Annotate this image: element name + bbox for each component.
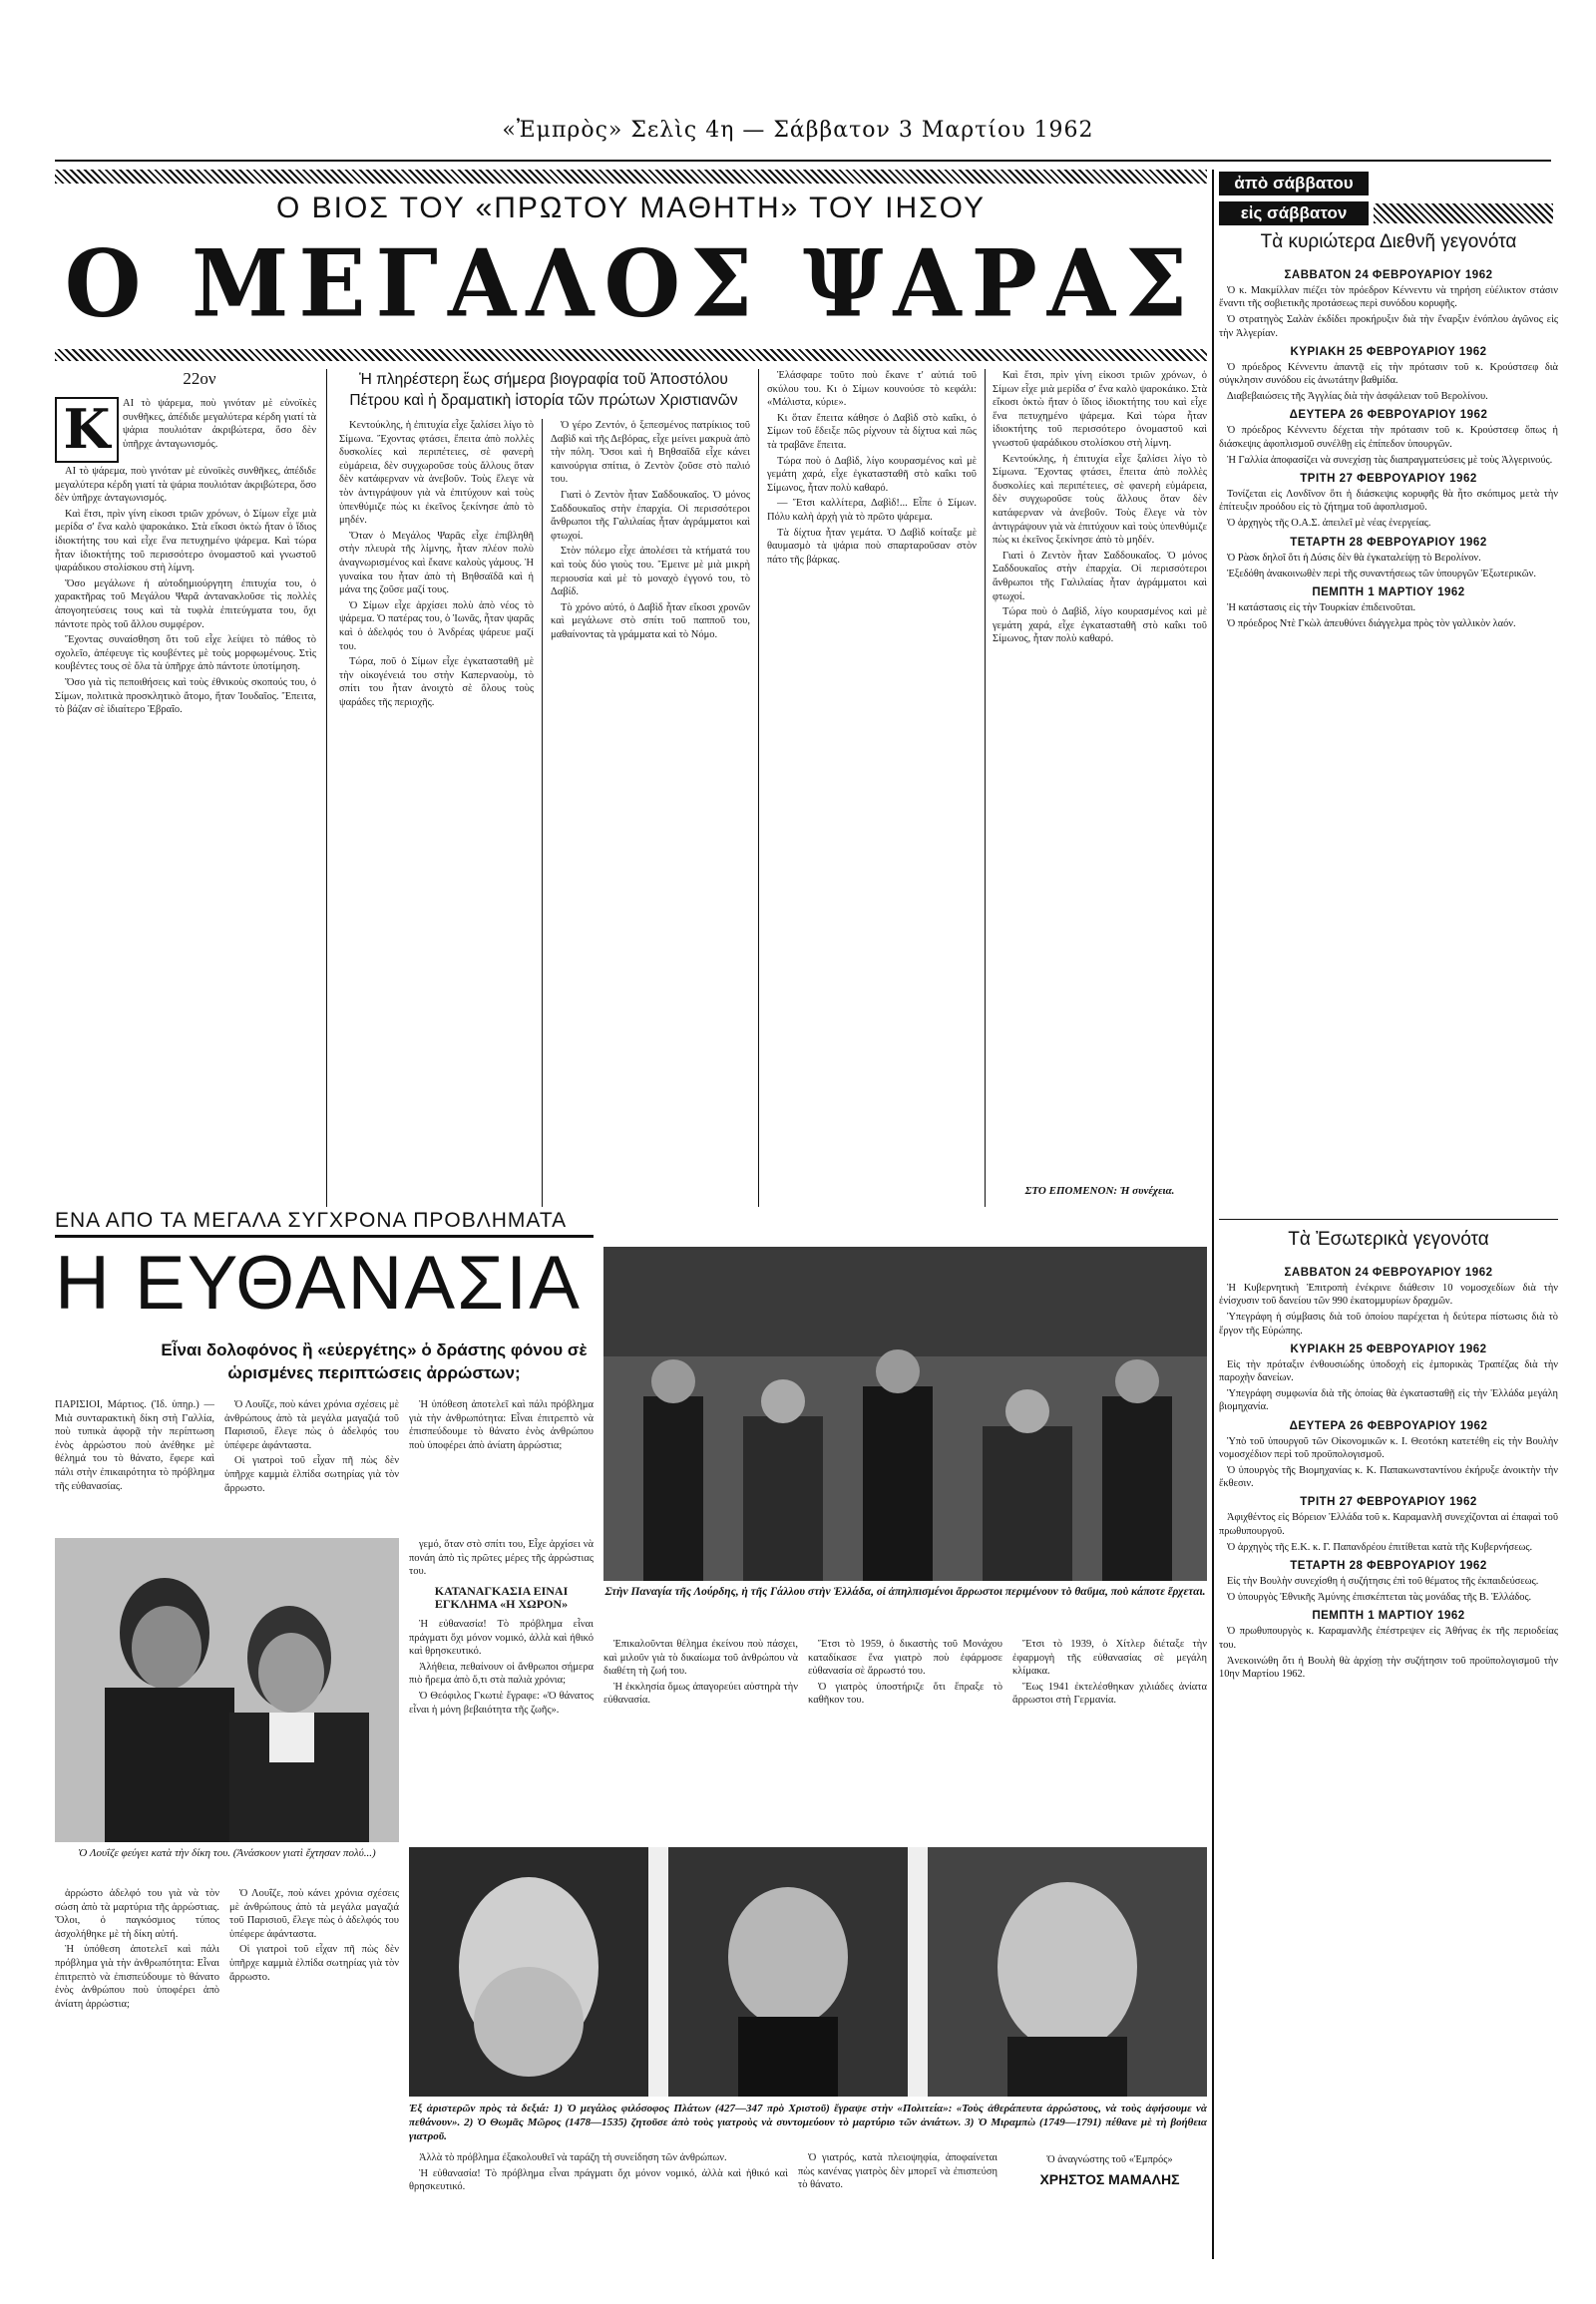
sidebar-domestic-title: Τὰ Ἐσωτερικὰ γεγονότα — [1288, 1229, 1489, 1250]
continued-note: ΣΤΟ ΕΠΟΜΕΝΟΝ: Ἡ συνέχεια. — [1024, 1185, 1175, 1197]
intl-item: Ὁ κ. Μακμίλλαν πιέζει τὸν πρόεδρον Κέννεντυ νὰ τηρήση εὐέλικτον στάσιν ἔναντι τῆς σοβιετικῆς προτάσεως περὶ συνόδου κορυφῆς. — [1219, 285, 1558, 310]
article-headline: Ο ΜΕΓΑΛΟΣ ΨΑΡΑΣ — [64, 228, 1198, 338]
paragraph: Κεντούκλης, ἡ ἐπιτυχία εἶχε ξαλίσει λίγο τὸ Σίμωνα. Ἔχοντας φτάσει, ἔπειτα ἀπὸ πολλὲς δυσκολίες καὶ περιπέτειες, σὲ φανερὴ εὐμάρεια, δὲν συγχωροῦσε τοὺς ἄλλους ὅταν δὲν κατάφερναν νὰ ἀνεβοῦν. Τοὺς ἔλεγε νὰ τὸν ἀντιγράψουν γιὰ νὰ ἐπιτύχουν καὶ τοὺς ὑπενθύμιζε πὼς κι ἐκεῖνος ξεκίνησε ἀπὸ τὸ μηδέν. — [339, 420, 534, 527]
paragraph: Καὶ ἔτσι, πρὶν γίνη εἰκοσι τριῶν χρόνων, ὁ Σίμων εἶχε μιὰ μερίδα σ' ἕνα καλὸ ψαροκάικο. Στὰ εἴκοσι ὀκτὼ ἤταν ὁ ἴδιος ἰδιοκτήτης του καὶ εἶχε ἕνα πετυχημένο ψάρεμα. Καὶ τώρα ἦταν ἰδιοκτήτης τοῦ περισσότερο ὀνομαστοῦ καὶ γνωστοῦ ψαράδικου στολίσκου στὴ λίμνη. — [55, 508, 316, 575]
column-rule — [326, 369, 327, 1207]
lourdes-photo-caption: Στὴν Παναγία τῆς Λούρδης, ἡ τῆς Γάλλου στὴν Ἑλλάδα, οἱ ἀπηλπισμένοι ἄρρωστοι περιμένουν τὸ θαῦμα, ποὺ κάποτε ἔρχεται. — [604, 1586, 1206, 1598]
domestic-item: Ὑπὸ τοῦ ὑπουργοῦ τῶν Οἰκονομικῶν κ. Ι. Θεοτόκη κατετέθη εἰς τὴν Βουλὴν νομοσχέδιον περὶ τοῦ προϋπολογισμοῦ. — [1219, 1435, 1558, 1460]
intl-day-date: ΠΕΜΠΤΗ 1 ΜΑΡΤΙΟΥ 1962 — [1312, 586, 1465, 599]
column-rule — [758, 369, 759, 1207]
domestic-item: Ὑπεγράφη ἡ σύμβασις διὰ τοῦ ὁποίου παρέχεται ἡ δεύτερα πίστωσις διὰ τὸ ἔργον τῆς Εὐρώπης. — [1219, 1312, 1558, 1337]
intl-item: Ὁ ἀρχηγὸς τῆς Ο.Α.Σ. ἀπειλεῖ μὲ νέας ἐνεργείας. — [1227, 518, 1431, 530]
masthead-rule — [55, 160, 1551, 162]
paragraph: Γιατὶ ὁ Ζεντὸν ἦταν Σαδδουκαῖος. Ὁ μόνος Σαδδουκαῖος στὴν ἐπαρχία. Οἱ περισσότεροι ἄνθρωποι τῆς Γαλιλαίας ἦταν ἀγράμματοι καὶ φτωχοί. — [551, 489, 750, 542]
paragraph: Ἐλάσφαρε τοῦτο ποὺ ἔκανε τ' αὐτιά τοῦ σκύλου του. Κι ὁ Σίμων κουνούσε τὸ κεφάλι: «Μάλιστα, κύριε». — [767, 370, 977, 409]
paragraph: Ὅταν ὁ Μεγάλος Ψαρᾶς εἶχε ἐπιβληθῆ στὴν πλευρὰ τῆς λίμνης, ἦταν πλέον πολὺ ἀναγνωρισμένος καὶ ἔκανε καλοὺς γάμους. Ἡ γυναίκα του ἦταν ἀπὸ τὴ Βηθσαϊδᾶ καὶ ἡ μάνα της ζοῦσε μαζί τους. — [339, 530, 534, 596]
sidebar-flag-2: εἰς σάββατον — [1219, 201, 1369, 225]
article-column-1 — [55, 465, 316, 1203]
intl-item: Ἐξεδόθη ἀνακοινωθὲν περὶ τῆς συναντήσεως τῶν ὑπουργῶν Ἐξωτερικῶν. — [1227, 568, 1536, 579]
article-column-1-top — [123, 397, 316, 461]
paragraph: Ὁ Λουΐζε, ποὺ κάνει χρόνια σχέσεις μὲ ἀνθρώπους ἀπὸ τὰ μεγάλα μαγαζιά τοῦ Παρισιοῦ, ἔλεγε πὼς ὁ ἀδελφός του ὑπέφερε ἀφάνταστα. — [229, 1888, 399, 1940]
paragraph: Καὶ ἔτσι, πρὶν γίνη εἰκοσι τριῶν χρόνων, ὁ Σίμων εἶχε μιὰ μερίδα σ' ἕνα καλὸ ψαροκάικο. Στὰ εἴκοσι ὀκτὼ ἤταν ὁ ἴδιος ἰδιοκτήτης του καὶ εἶχε ἕνα πετυχημένο ψάρεμα. Καὶ τώρα ἦταν ἰδιοκτήτης τοῦ περισσότερο ὀνομαστοῦ καὶ γνωστοῦ ψαράδικου στολίσκου στὴ λίμνη. — [993, 370, 1207, 449]
paragraph: Ὁ Λουΐζε, ποὺ κάνει χρόνια σχέσεις μὲ ἀνθρώπους ἀπὸ τὰ μεγάλα μαγαζιά τοῦ Παρισιοῦ, ἔλεγε πὼς ὁ ἀδελφός του ὑπέφερε ἀφάνταστα. — [224, 1399, 399, 1451]
intl-item: Ὁ πρόεδρος Ντὲ Γκὼλ ἀπευθύνει διάγγελμα πρὸς τὸν γαλλικὸν λαόν. — [1227, 618, 1516, 630]
paragraph: Ἀλήθεια, πεθαίνουν οἱ ἄνθρωποι σήμερα πιὸ ἤρεμα ἀπὸ ὅ,τι στὰ παλιὰ χρόνια; — [409, 1661, 594, 1687]
decorative-border-bottom — [55, 349, 1207, 361]
paragraph: Τώρα, ποῦ ὁ Σίμων εἶχε ἐγκατασταθῆ μὲ τὴν οἰκογένειά του στὴν Καπερναοὺμ, τὸ σπίτι του ἦταν ἀνοιχτὸ σὲ ὅλους τοὺς ψαράδες τῆς περιοχῆς. — [339, 656, 534, 708]
intl-item: Διαβεβαιώσεις τῆς Ἀγγλίας διὰ τὴν ἀσφάλειαν τοῦ Βερολίνου. — [1227, 391, 1488, 403]
dropcap-ornament: Κ — [55, 397, 119, 463]
intl-day-date: ΔΕΥΤΕΡΑ 26 ΦΕΒΡΟΥΑΡΙΟΥ 1962 — [1289, 409, 1488, 422]
paragraph: Ἕως 1941 ἐκτελέσθηκαν χιλιάδες ἀνίατα ἄρρωστοι στὴ Γερμανία. — [1012, 1681, 1207, 1707]
paragraph: Κι ὅταν ἔπειτα κάθησε ὁ Δαβὶδ στὸ καΐκι, ὁ Σίμων τοῦ ἔδειξε πῶς ρίχνουν τὰ δίχτυα καὶ πῶς τὰ τραβᾶνε ἔπειτα. — [767, 412, 977, 451]
euthanasia-col-j — [798, 2151, 998, 2246]
paragraph: ΑΙ τὸ ψάρεμα, ποὺ γινόταν μὲ εὐνοϊκὲς συνθῆκες, ἀπέδιδε μεγαλύτερα κέρδη γιατί τὰ ψάρια πουλιόταν ἀκριβώτερα, ὅσο δὲν ὑπῆρχε ἀνταγωνισμός. — [123, 398, 316, 450]
domestic-day — [1219, 1610, 1558, 1681]
intl-item: Ἡ κατάστασις εἰς τὴν Τουρκίαν ἐπιδεινοῦται. — [1227, 602, 1416, 614]
domestic-day-date: ΤΕΤΑΡΤΗ 28 ΦΕΒΡΟΥΑΡΙΟΥ 1962 — [1290, 1560, 1487, 1573]
euthanasia-kicker: ΕΝΑ ΑΠΟ ΤΑ ΜΕΓΑΛΑ ΣΥΓΧΡΟΝΑ ΠΡΟΒΛΗΜΑΤΑ — [55, 1209, 594, 1238]
paragraph: Ἡ ἐκκλησία ὅμως ἀπαγορεύει αὐστηρὰ τὴν εὐθανασία. — [603, 1681, 798, 1707]
page-masthead: «Ἐμπρὸς» Σελὶς 4η — Σάββατον 3 Μαρτίου 1962 — [502, 118, 1094, 143]
column-rule — [985, 369, 986, 1207]
paragraph: Ἀλλὰ τὸ πρόβλημα ἐξακολουθεῖ νὰ ταράζη τὴ συνείδηση τῶν ἀνθρώπων. — [419, 2152, 727, 2163]
domestic-day — [1219, 1496, 1558, 1554]
paragraph: Ἡ ὑπόθεση ἀποτελεῖ καὶ πάλι πρόβλημα γιὰ τὴν ἀνθρωπότητα: Εἶναι ἐπιτρεπτὸ νὰ ἐπισπεύδουμε τὸ θάνατο ἑνὸς ἀνθρώπου ποὺ ὑποφέρει ἀπὸ ἀνίατη ἀρρώστια; — [55, 1944, 219, 2010]
domestic-item: Ὑπεγράφη συμφωνία διὰ τῆς ὁποίας θὰ ἐγκατασταθῇ εἰς τὴν Ἑλλάδα μεγάλη βιομηχανία. — [1219, 1388, 1558, 1413]
domestic-day-date: ΚΥΡΙΑΚΗ 25 ΦΕΒΡΟΥΑΡΙΟΥ 1962 — [1290, 1343, 1487, 1355]
article-column-3 — [551, 419, 750, 1202]
domestic-item: Εἰς τὴν πρόταξιν ἐνθουσιώδης ὑποδοχὴ εἰς ἐμπορικὰς Τραπέζας διὰ τὴν παροχὴν δανείων. — [1219, 1358, 1558, 1384]
paragraph: Οἱ γιατροὶ τοῦ εἶχαν πῆ πὼς δὲν ὑπῆρχε καμμιὰ ἐλπίδα σωτηρίας γιὰ τὸν ἄρρωστο. — [229, 1944, 399, 1983]
domestic-day-date: ΣΑΒΒΑΤΟΝ 24 ΦΕΒΡΟΥΑΡΙΟΥ 1962 — [1284, 1267, 1493, 1279]
euthanasia-headline: Η ΕΥΘΑΝΑΣΙΑ — [55, 1241, 582, 1326]
euthanasia-article — [55, 1209, 1207, 2256]
paragraph: Ὁ Θεόφιλος Γκωτιὲ ἔγραφε: «Ὁ θάνατος εἶναι ἡ μόνη βεβαιότητα τῆς ζωῆς». — [409, 1690, 594, 1716]
paragraph: Ὅσο μεγάλωνε ἡ αὐτοδημιούργητη ἐπιτυχία του, ὁ χαρακτῆρας τοῦ Μεγάλου Ψαρᾶ ἀντανακλοῦσε τὶς πολλὲς ἀπογοητεύσεις τους καὶ τὰ τυφλὰ ἐπιτεύγματα του, ὄχι πάντοτε πρὸς τοῦ ἄλλου συμφέρον. — [55, 577, 316, 630]
paragraph: Τώρα ποὺ ὁ Δαβὶδ, λίγο κουρασμένος καὶ μὲ γεμάτη χαρά, εἶχε ἐγκατασταθῆ στὸ καΐκι τοῦ Σίμωνος, ἦταν πολὺ καθαρό. — [993, 606, 1207, 645]
philosophers-photo-caption: Ἐξ ἀριστερῶν πρὸς τὰ δεξιά: 1) Ὁ μεγάλος φιλόσοφος Πλάτων (427—347 πρὸ Χριστοῦ) ἔγραψε στὴν «Πολιτεία»: «Τοὺς ἀθεράπευτα ἀρρώστους, νὰ τοὺς ἀφήσουμε νὰ πεθάνουν». 2) Ὁ Θωμᾶς Μῶρος (1478—1535) ζητοῦσε ἀπὸ τοὺς γιατροὺς νὰ συντομεύουν τὸ μαρτύριο τῶν ἀνιάτων. 3) Ὁ Μιραμπὼ (1749—1791) πέθανε μὲ τὴ βοήθεια γιατροῦ. — [409, 2103, 1207, 2142]
author-box — [1012, 2146, 1207, 2246]
euthanasia-subhead: Εἶναι δολοφόνος ἢ «εὐεργέτης» ὁ δράστης φόνου σὲ ὡρισμένες περιπτώσεις ἀρρώστων; — [161, 1341, 588, 1382]
defendant-photo-caption: Ὁ Λουΐζε φεύγει κατὰ τὴν δίκη του. (Ἀνάσκουν γιατὶ ἔχτησαν πολύ...) — [78, 1847, 376, 1859]
domestic-item: Ὁ ὑπουργὸς Ἐθνικῆς Ἀμύνης ἐπισκέπτεται τὰς μονάδας τῆς Β. Ἑλλάδος. — [1227, 1592, 1532, 1604]
domestic-day-date: ΔΕΥΤΕΡΑ 26 ΦΕΒΡΟΥΑΡΙΟΥ 1962 — [1289, 1419, 1488, 1432]
paragraph: ἀρρώστο ἀδελφό του γιὰ νὰ τὸν σώση ἀπὸ τὰ μαρτύρια τῆς ἀρρώστιας. Ὅλοι, ὁ παγκόσμιος τύπος ἀσχολήθηκε μὲ τὴ δίκη αὐτή. — [55, 1888, 219, 1940]
intl-item: Ὁ στρατηγὸς Σαλὰν ἐκδίδει προκήρυξιν διὰ τὴν ἔναρξιν ἐνόπλου ἀγῶνος εἰς τὴν Ἀλγερίαν. — [1219, 314, 1558, 339]
domestic-day — [1219, 1267, 1558, 1338]
domestic-item: Ἡ Κυβερνητικὴ Ἐπιτροπὴ ἐνέκρινε διάθεσιν 10 νομοσχεδίων διὰ τὴν ἐνίσχυσιν τοῦ δανείου τῶν 990 ἑκατομμυρίων δραχμῶν. — [1219, 1283, 1558, 1308]
intl-day — [1219, 409, 1558, 467]
paragraph: Ὁ Σίμων εἶχε ἀρχίσει πολὺ ἀπὸ νέος τὸ ψάρεμα. Ὁ πατέρας του, ὁ Ἰωνᾶς, ἦταν ψαρᾶς καὶ ὁ ἀδελφός του ὁ Ἀνδρέας ψάρευε μαζί του. — [339, 599, 534, 652]
domestic-item: Ὁ ὑπουργὸς τῆς Βιομηχανίας κ. Κ. Παπακωνσταντίνου ἐκήρυξε ἀνοικτὴν τὴν ἔκθεσιν. — [1219, 1465, 1558, 1490]
intl-day-date: ΣΑΒΒΑΤΟΝ 24 ΦΕΒΡΟΥΑΡΙΟΥ 1962 — [1284, 269, 1493, 281]
lourdes-photo — [603, 1247, 1207, 1581]
intl-item: Ὁ Ρὰσκ δηλοῖ ὅτι ἡ Δύσις δὲν θὰ ἐγκαταλείψῃ τὸ Βερολίνον. — [1227, 552, 1481, 564]
defendant-photo — [55, 1538, 399, 1842]
euthanasia-col-f — [603, 1638, 798, 1837]
paragraph: Ὁ γιατρός, κατὰ πλειοψηφία, ἀποφαίνεται πὼς κανένας γιατρὸς δὲν μπορεῖ νὰ ἐπισπεύση τὸ θάνατο. — [798, 2152, 998, 2191]
paragraph: Ἡ ὑπόθεση ἀποτελεῖ καὶ πάλι πρόβλημα γιὰ τὴν ἀνθρωπότητα: Εἶναι ἐπιτρεπτὸ νὰ ἐπισπεύδουμε τὸ θάνατο ἑνὸς ἀνθρώπου ποὺ ὑποφέρει ἀπὸ ἀνίατη ἀρρώστια; — [409, 1399, 594, 1451]
paragraph: Ὅσο γιὰ τὶς πεποιθήσεις καὶ τοὺς ἐθνικοὺς σκοπούς του, ὁ Σίμων, πολιτικὰ προσκλητικὸ ἄτομο, ἤταν Ἰουδαῖος. Ἔπειτα, τὸ βάζαν σὲ ἰδιαίτερο Ἑβραῖο. — [55, 676, 316, 716]
paragraph: Ἔτσι τὸ 1959, ὁ δικαστὴς τοῦ Μονάχου καταδίκασε ἕνα γιατρὸ ποὺ ἐφάρμοσε εὐθανασία σὲ ἄρρωστό του. — [808, 1639, 1002, 1678]
paragraph: Τὸ χρόνο αὐτό, ὁ Δαβὶδ ἦταν εἴκοσι χρονῶν καὶ μεγάλωνε στὸ σπίτι τοῦ παπποῦ του, μαθαίνοντας τὰ γράμματα καὶ τὸ Νόμο. — [551, 601, 750, 640]
intl-item: Ὁ πρόεδρος Κέννεντυ δέχεται τὴν πρότασιν τοῦ κ. Κρούστσεφ ὅπως ἡ διάσκεψις ἀφοπλισμοῦ συνέλθῃ εἰς ἐπίπεδον ὑπουργῶν. — [1219, 425, 1558, 450]
author-name: ΧΡΗΣΤΟΣ ΜΑΜΑΛΗΣ — [1039, 2171, 1180, 2187]
intl-day — [1219, 537, 1558, 580]
intl-day — [1219, 473, 1558, 531]
paragraph: Γιατὶ ὁ Ζεντὸν ἦταν Σαδδουκαῖος. Ὁ μόνος Σαδδουκαῖος στὴν ἐπαρχία. Οἱ περισσότεροι ἄνθρωποι τῆς Γαλιλαίας ἦταν ἀγράμματοι καὶ φτωχοί. — [993, 550, 1207, 602]
sidebar-domestic-list — [1219, 1261, 1558, 2253]
intl-day — [1219, 586, 1558, 630]
euthanasia-col-d — [55, 1887, 219, 2246]
article-column-5 — [993, 369, 1207, 1177]
author-label: Ὁ ἀναγνώστης τοῦ «Ἐμπρός» — [1046, 2154, 1173, 2165]
paragraph: Ὁ γέρο Ζεντόν, ὁ ξεπεσμένος πατρίκιος τοῦ Δαβὶδ καὶ τῆς Δεβόρας, εἶχε μείνει μακρυὰ ἀπὸ τὴν πόλη. Ὅσοι καὶ ἡ Βηθσαϊδᾶ εἶχε κάνει καινούργια σπίτια, ὁ Ζεντὸν ζοῦσε στὸ παλιό του. — [551, 420, 750, 486]
decorative-border-top — [55, 170, 1207, 184]
domestic-item: Ὁ ἀρχηγὸς τῆς Ε.Κ. κ. Γ. Παπανδρέου ἐπιτίθεται κατὰ τῆς Κυβερνήσεως. — [1227, 1541, 1533, 1553]
paragraph: Οἱ γιατροὶ τοῦ εἶχαν πῆ πὼς δὲν ὑπῆρχε καμμιὰ ἐλπίδα σωτηρίας γιὰ τὸν ἄρρωστο. — [224, 1455, 399, 1494]
paragraph: ΑΙ τὸ ψάρεμα, ποὺ γινόταν μὲ εὐνοϊκὲς συνθῆκες, ἀπέδιδε μεγαλύτερα κέρδη γιατί τὰ ψάρια πουλιόταν ἀκριβώτερα, ὅσο δὲν ὑπῆρχε ἀνταγωνισμός. — [55, 466, 316, 505]
paragraph: ΠΑΡΙΣΙΟΙ, Μάρτιος. (Ἰδ. ὑπηρ.) — Μιὰ συνταρακτικὴ δίκη στὴ Γαλλία, ποὺ τυπικὰ ἀφορᾷ τὴν περίπτωση ἑνὸς ἀρρώστου ποὺ ἀνέθηκε μὲ θέλημά του τὸ θάνατο, ἔφερε καὶ πάλι στὴν ἐπικαιρότητα τὸ πρόβλημα τῆς εὐθανασίας. — [55, 1399, 214, 1492]
article-column-4 — [767, 369, 977, 1197]
intl-day-date: ΤΕΤΑΡΤΗ 28 ΦΕΒΡΟΥΑΡΙΟΥ 1962 — [1290, 536, 1487, 549]
intl-item: Ὁ πρόεδρος Κέννεντυ ἀπαντᾷ εἰς τὴν πρότασιν τοῦ κ. Κρούστσεφ διὰ σύγκλησιν συνόδου εἰς ἀνωτάτην βαθμίδα. — [1219, 361, 1558, 387]
section-heading: ΚΑΤΑΝΑΓΚΑΣΙΑ ΕΙΝΑΙ ΕΓΚΛΗΜΑ «Η ΧΩΡΟΝ» — [434, 1583, 569, 1612]
paragraph: γεμό, ὅταν στὸ σπίτι του, Εἶχε ἀρχίσει νὰ πονάη ἀπὸ τὶς πρῶτες μέρες τῆς ἀρρώστιας του. — [409, 1539, 594, 1578]
euthanasia-col-b — [409, 1398, 594, 1528]
domestic-item: Εἰς τὴν Βουλὴν συνεχίσθη ἡ συζήτησις ἐπὶ τοῦ θέματος τῆς ἐκπαιδεύσεως. — [1227, 1576, 1539, 1588]
paragraph: Κεντούκλης, ἡ ἐπιτυχία εἶχε ξαλίσει λίγο τὸ Σίμωνα. Ἔχοντας φτάσει, ἔπειτα ἀπὸ πολλὲς δυσκολίες καὶ περιπέτειες, σὲ φανερὴ εὐμάρεια, δὲν συγχωροῦσε τοὺς ἄλλους ὅταν δὲν κατάφερναν νὰ ἀνεβοῦν. Τοὺς ἔλεγε νὰ τὸν ἀντιγράψουν γιὰ νὰ ἐπιτύχουν καὶ τοὺς ὑπενθύμιζε πὼς κι ἐκεῖνος ξεκίνησε ἀπὸ τὸ μηδέν. — [993, 453, 1207, 547]
intl-day-date: ΤΡΙΤΗ 27 ΦΕΒΡΟΥΑΡΙΟΥ 1962 — [1300, 473, 1477, 486]
paragraph: Ἡ εὐθανασία! Τὸ πρόβλημα εἶναι πράγματι ὄχι μόνον νομικό, ἀλλὰ καὶ ἠθικό καὶ θρησκευτικό. — [409, 1618, 594, 1658]
euthanasia-col-e — [229, 1887, 399, 2246]
paragraph: Ἐπικαλοῦνται θέλημα ἐκείνου ποὺ πάσχει, καὶ μιλοῦν γιὰ τὸ δικαίωμα τοῦ ἀνθρώπου νὰ διαθέτη τὴ ζωή του. — [603, 1639, 798, 1678]
sidebar-intl-title: Τὰ κυριώτερα Διεθνῆ γεγονότα — [1260, 231, 1517, 252]
paragraph: Ἔτσι τὸ 1939, ὁ Χίτλερ διέταξε τὴν ἐφαρμογὴ τῆς εὐθανασίας σὲ μεγάλη κλίμακα. — [1012, 1639, 1207, 1678]
intl-day — [1219, 346, 1558, 404]
sidebar-intl-list — [1219, 263, 1558, 1211]
domestic-day — [1219, 1560, 1558, 1604]
intl-item: Τονίζεται εἰς Λονδῖνον ὅτι ἡ διάσκεψις κορυφῆς θὰ ἦτο σκόπιμος μετὰ τὴν ἐπίτευξιν προόδου εἰς τὸ ζήτημα τοῦ ἀφοπλισμοῦ. — [1219, 489, 1558, 514]
euthanasia-col-g — [808, 1638, 1002, 1837]
domestic-item: Ὁ πρωθυπουργὸς κ. Καραμανλῆς ἐπέστρεψεν εἰς Ἀθήνας ἐκ τῆς περιοδείας του. — [1219, 1626, 1558, 1651]
paragraph: Ἔχοντας συναίσθηση ὅτι τοῦ εἶχε λείψει τὸ πάθος τὸ σχολεῖο, ἀπέφευγε τὶς κουβέντες μὲ τοὺς μορφωμένους. Στὶς κουβέντες τους σὲ ὅλα τὰ ὑπῆρχε ἀπὸ πάντοτε ὑποτίμηση. — [55, 634, 316, 673]
intl-item: Ἡ Γαλλία ἀποφασίζει νὰ συνεχίσῃ τὰς διαπραγματεύσεις μὲ τοὺς Ἀλγερινούς. — [1227, 454, 1553, 466]
domestic-item: Ἀνεκοινώθη ὅτι ἡ Βουλὴ θὰ ἀρχίσῃ τὴν συζήτησιν τοῦ προϋπολογισμοῦ τὴν 10ην Μαρτίου 1962. — [1219, 1655, 1558, 1681]
paragraph: Ἡ εὐθανασία! Τὸ πρόβλημα εἶναι πράγματι ὄχι μόνον νομικό, ἀλλὰ καὶ ἠθικό καὶ θρησκευτικό. — [409, 2167, 788, 2193]
weekly-sidebar — [1219, 172, 1558, 2256]
euthanasia-lead — [55, 1398, 214, 1528]
paragraph: Ὁ γιατρὸς ὑποστήριζε ὅτι ἔπραξε τὸ καθῆκον του. — [808, 1681, 1002, 1707]
intl-day — [1219, 269, 1558, 340]
euthanasia-col-a — [224, 1398, 399, 1528]
sidebar-flag-ornament — [1374, 203, 1553, 223]
domestic-day-date: ΠΕΜΠΤΗ 1 ΜΑΡΤΙΟΥ 1962 — [1312, 1610, 1465, 1623]
column-rule — [542, 419, 543, 1207]
euthanasia-col-i — [409, 2151, 788, 2246]
main-article — [55, 170, 1207, 1207]
article-subhead: Ἡ πληρέστερη ἕως σήμερα βιογραφία τοῦ Ἀποστόλου Πέτρου καὶ ἡ δραματικὴ ἱστορία τῶν πρώτων Χριστιανῶν — [349, 371, 738, 409]
domestic-item: Ἀφιχθέντος εἰς Βόρειον Ἑλλάδα τοῦ κ. Καραμανλῆ συνεχίζονται αἱ ἐπαφαὶ τοῦ πρωθυπουργοῦ. — [1219, 1512, 1558, 1537]
sidebar-flag-1: ἀπὸ σάββατου — [1219, 172, 1369, 195]
sidebar-section-rule — [1219, 1219, 1558, 1220]
paragraph: Στὸν πόλεμο εἶχε ἀπολέσει τὰ κτήματά του καὶ τοὺς δύο γιοὺς του. Ἔμεινε μὲ μιὰ μικρὴ περιουσία καὶ μὲ τὸ μοναχὸ ἐγγονό του, τὸ Δαβίδ. — [551, 546, 750, 598]
sidebar-divider — [1212, 170, 1214, 2259]
article-part-number: 22ον — [183, 369, 216, 388]
domestic-day-date: ΤΡΙΤΗ 27 ΦΕΒΡΟΥΑΡΙΟΥ 1962 — [1300, 1496, 1477, 1509]
domestic-day — [1219, 1420, 1558, 1491]
philosophers-photo — [409, 1847, 1207, 2097]
article-kicker: Ο ΒΙΟΣ ΤΟΥ «ΠΡΩΤΟΥ ΜΑΘΗΤΗ» ΤΟΥ ΙΗΣΟΥ — [275, 192, 987, 224]
intl-day-date: ΚΥΡΙΑΚΗ 25 ΦΕΒΡΟΥΑΡΙΟΥ 1962 — [1290, 345, 1487, 358]
euthanasia-col-h — [1012, 1638, 1207, 1837]
paragraph: Τὰ δίχτυα ἦταν γεμάτα. Ὁ Δαβὶδ κοίταξε μὲ θαυμασμὸ τὰ ψάρια ποὺ σπαρταροῦσαν στὸν πάτο τῆς βάρκας. — [767, 527, 977, 566]
domestic-day — [1219, 1344, 1558, 1414]
paragraph: Τώρα ποὺ ὁ Δαβὶδ, λίγο κουρασμένος καὶ μὲ γεμάτη χαρά, εἶχε ἐγκατασταθῆ στὸ καΐκι τοῦ Σίμωνος, ἦταν πολὺ καθαρό. — [767, 455, 977, 494]
paragraph: — Ἔτσι καλλίτερα, Δαβὶδ!... Εἶπε ὁ Σίμων. Πόλυ καλὴ ἀρχὴ γιὰ τὸ πρῶτο ψάρεμα. — [767, 498, 977, 523]
article-column-2 — [339, 419, 534, 1202]
